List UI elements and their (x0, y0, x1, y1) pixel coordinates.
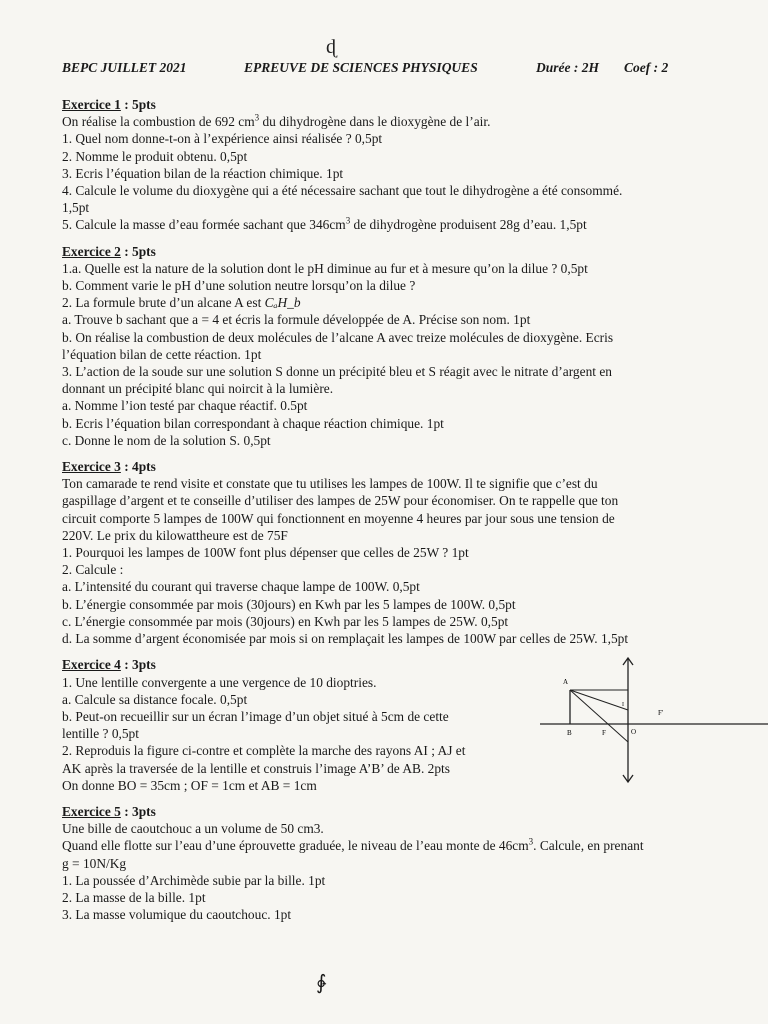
alkane-formula: CₐH_b (264, 295, 301, 311)
exercise-3-line: gaspillage d’argent et te conseille d’utiliser des lampes de 25W pour économiser. On te rappelle que ton (62, 493, 619, 509)
label-f: F (602, 729, 606, 738)
exercise-2-title: Exercice 2 : 5pts (62, 243, 156, 259)
exercise-5-title: Exercice 5 : 3pts (62, 803, 156, 819)
label-i: I (622, 702, 624, 709)
exercise-1 (62, 96, 742, 234)
exercise-4-line: 1. Une lentille convergente a une vergence de 10 dioptries. (62, 674, 377, 690)
exercise-2-line: b. On réalise la combustion de deux molécules de l’alcane A avec treize molécules de dioxygène. Ecris (62, 329, 614, 345)
exercise-2-line: b. Comment varie le pH d’une solution neutre lorsqu’on la dilue ? (62, 278, 416, 294)
exercise-2-line: donnant un précipité blanc qui noircit à la lumière. (62, 381, 334, 397)
exercise-5-line: Quand elle flotte sur l’eau d’une éprouvette graduée, le niveau de l’eau monte de $46cm^3$. Calcule, en prenant (62, 836, 644, 854)
exercise-3-line: 1. Pourquoi les lampes de 100W font plus dépenser que celles de 25W ? 1pt (62, 545, 469, 561)
exercise-4-line: On donne BO = 35cm ; OF = 1cm et AB = 1cm (62, 777, 317, 793)
exercise-3-line: b. L’énergie consommée par mois (30jours) en Kwh par les 5 lampes de 100W. 0,5pt (62, 596, 516, 612)
label-o: O (631, 728, 637, 737)
exercise-3 (62, 458, 742, 647)
exercise-1-q4-points: 1,5pt (62, 200, 90, 216)
exercise-1-intro: On réalise la combustion de 692 $cm^3$ du dihydrogène dans le dioxygène de l’air. (62, 112, 491, 130)
exercise-4-title: Exercice 4 : 3pts (62, 657, 156, 673)
exercise-1-q5: 5. Calcule la masse d’eau formée sachant que $346cm^3$ de dihydrogène produisent 28g d’eau. 1,5pt (62, 215, 587, 233)
exam-coef: Coef : 2 (624, 60, 669, 75)
exercise-4-line: a. Calcule sa distance focale. 0,5pt (62, 691, 248, 707)
exercise-2-line: c. Donne le nom de la solution S. 0,5pt (62, 432, 271, 448)
exercise-3-line: c. L’énergie consommée par mois (30jours) en Kwh par les 5 lampes de 25W. 0,5pt (62, 613, 509, 629)
exercise-1-q3: 3. Ecris l’équation bilan de la réaction chimique. 1pt (62, 165, 344, 181)
exam-duration: Durée : 2H (536, 60, 599, 75)
exercise-4-line: AK après la traversée de la lentille et construis l’image A’B’ de AB. 2pts (62, 760, 450, 776)
exercise-2-line: a. Trouve b sachant que a = 4 et écris la formule développée de A. Précise son nom. 1pt (62, 312, 531, 328)
label-a: A (563, 678, 569, 687)
exercise-3-line: Ton camarade te rend visite et constate que tu utilises les lampes de 100W. Il te signifie que c’est du (62, 476, 598, 492)
exercise-5-line: 2. La masse de la bille. 1pt (62, 889, 206, 905)
exercise-3-title: Exercice 3 : 4pts (62, 459, 156, 475)
label-f-prime: F' (658, 709, 664, 718)
exercise-5-line: g = 10N/Kg (62, 855, 127, 871)
lens-diagram (540, 654, 768, 784)
exercise-3-line: 220V. Le prix du kilowattheure est de 75F (62, 527, 288, 543)
handwritten-mark-top: ɖ (326, 36, 336, 58)
exercise-2-line: b. Ecris l’équation bilan correspondant à chaque réaction chimique. 1pt (62, 415, 444, 431)
exercise-2-line: l’équation bilan de cette réaction. 1pt (62, 346, 262, 362)
exercise-4-line: lentille ? 0,5pt (62, 726, 139, 742)
exercise-4-line: 2. Reproduis la figure ci-contre et complète la marche des rayons AI ; AJ et (62, 743, 466, 759)
exercise-4-line: b. Peut-on recueillir sur un écran l’image d’un objet situé à 5cm de cette (62, 708, 449, 724)
exam-title: EPREUVE DE SCIENCES PHYSIQUES (244, 60, 478, 75)
exercise-1-q1: 1. Quel nom donne-t-on à l’expérience ainsi réalisée ? 0,5pt (62, 131, 383, 147)
exercise-3-line: 2. Calcule : (62, 562, 124, 578)
exam-session: BEPC JUILLET 2021 (62, 60, 187, 75)
exam-header (62, 60, 702, 80)
exercise-2 (62, 243, 742, 449)
handwritten-mark-bottom: ∳ (316, 972, 327, 994)
exercise-3-line: circuit comporte 5 lampes de 100W qui fonctionnent en moyenne 4 heures par jour sous une tension de (62, 510, 615, 526)
exercise-5 (62, 803, 742, 923)
exam-content (62, 96, 742, 932)
exercise-2-line: 1.a. Quelle est la nature de la solution dont le pH diminue au fur et à mesure qu’on la dilue ? 0,5pt (62, 260, 588, 276)
exercise-1-title: Exercice 1 : 5pts (62, 97, 156, 112)
exercise-5-line: 3. La masse volumique du caoutchouc. 1pt (62, 907, 292, 923)
exercise-5-line: Une bille de caoutchouc a un volume de 50 cm3. (62, 821, 324, 837)
exercise-1-q2: 2. Nomme le produit obtenu. 0,5pt (62, 148, 248, 164)
label-b: B (567, 729, 572, 738)
exercise-1-q4: 4. Calcule le volume du dioxygène qui a été nécessaire sachant que tout le dihydrogène a été consommé. (62, 183, 623, 199)
exercise-4-text (62, 674, 532, 794)
exercise-5-line: 1. La poussée d’Archimède subie par la bille. 1pt (62, 872, 326, 888)
exercise-2-line: 3. L’action de la soude sur une solution S donne un précipité bleu et S réagit avec le nitrate d’argent en (62, 364, 612, 380)
exercise-2-line: a. Nomme l’ion testé par chaque réactif. 0.5pt (62, 398, 308, 414)
exercise-3-line: a. L’intensité du courant qui traverse chaque lampe de 100W. 0,5pt (62, 579, 420, 595)
exercise-4 (62, 656, 742, 794)
exercise-2-line: 2. La formule brute d’un alcane A est CₐH_b (62, 295, 301, 311)
exercise-3-line: d. La somme d’argent économisée par mois si on remplaçait les lampes de 100W par celles de 25W. 1,5pt (62, 631, 629, 647)
